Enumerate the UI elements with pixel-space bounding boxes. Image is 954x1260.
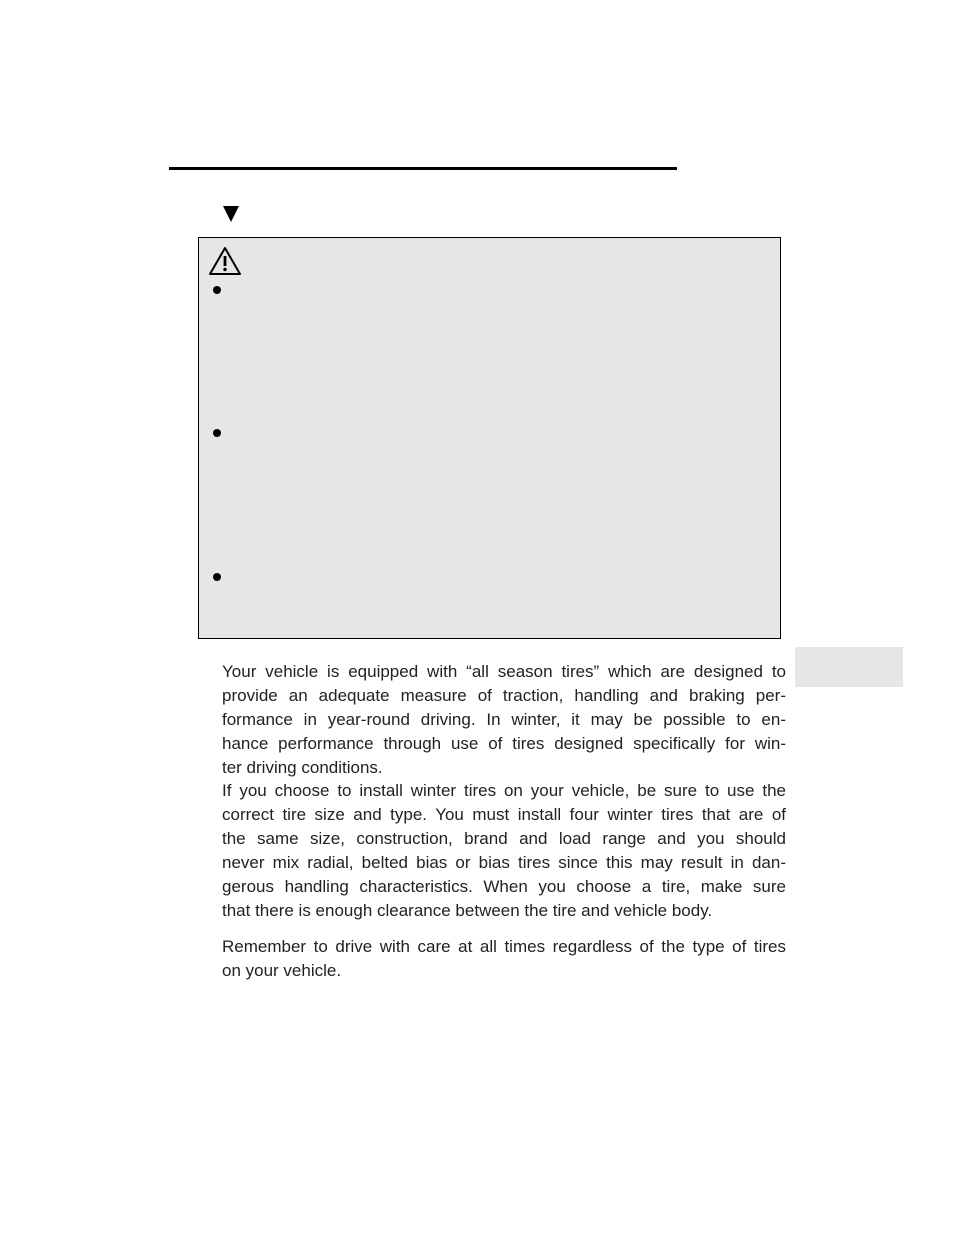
text-line: gerous handling characteristics. When you choose a tire, make sure xyxy=(222,877,786,896)
text-line: that there is enough clearance between the tire and vehicle body. xyxy=(222,901,713,920)
text-line: never mix radial, belted bias or bias tires since this may result in dan- xyxy=(222,853,786,872)
text-line: Remember to drive with care at all times regardless of the type of tires xyxy=(222,937,786,956)
section-header-rule xyxy=(169,167,677,170)
warning-triangle-icon xyxy=(208,246,242,276)
text-line: hance performance through use of tires designed specifically for win- xyxy=(222,734,786,753)
down-triangle-icon xyxy=(221,204,241,224)
warning-box xyxy=(198,237,781,639)
text-line: ter driving conditions. xyxy=(222,758,383,777)
paragraph-drive-with-care xyxy=(222,935,786,983)
text-line: provide an adequate measure of traction, handling and braking per- xyxy=(222,686,786,705)
paragraph-all-season-tires xyxy=(222,660,786,780)
paragraph-winter-tires xyxy=(222,779,786,923)
text-line: If you choose to install winter tires on your vehicle, be sure to use the xyxy=(222,781,786,800)
chapter-side-tab xyxy=(795,647,903,687)
bullet-dot-icon xyxy=(213,286,221,294)
text-line: the same size, construction, brand and load range and you should xyxy=(222,829,786,848)
text-line: correct tire size and type. You must install four winter tires that are of xyxy=(222,805,786,824)
bullet-dot-icon xyxy=(213,573,221,581)
text-line: Your vehicle is equipped with “all season tires” which are designed to xyxy=(222,662,786,681)
bullet-dot-icon xyxy=(213,429,221,437)
text-line: formance in year-round driving. In winter, it may be possible to en- xyxy=(222,710,786,729)
text-line: on your vehicle. xyxy=(222,961,342,980)
